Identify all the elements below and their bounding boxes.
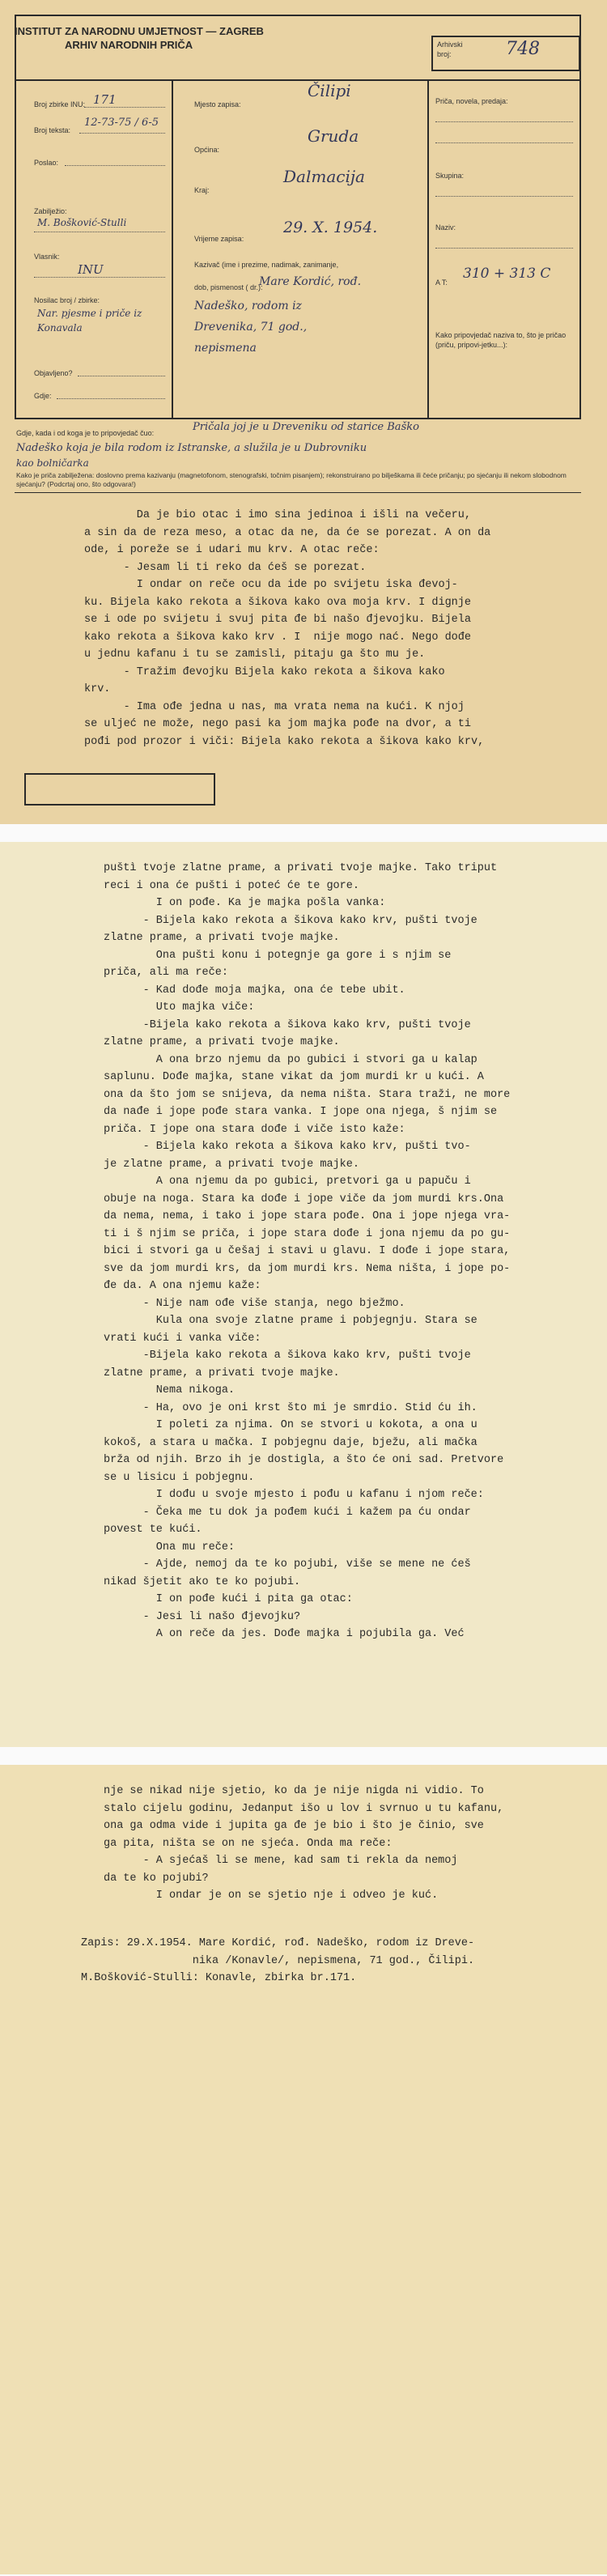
label-broj-teksta: Broj teksta: (34, 126, 71, 134)
text-line: se uljeć ne može, nego pasi ka jom majka pođe na dvor, a ti (84, 718, 471, 730)
institution-title: INSTITUT ZA NARODNU UMJETNOST — ZAGREB (15, 25, 264, 37)
text-line: - Tražim đevojku Bijela kako rekota a šikova kako (84, 665, 445, 678)
value-vlasnik: INU (78, 262, 104, 277)
record-note (81, 1935, 567, 1987)
text-line: u jednu kafanu i tu se zamisli, pitaju ga što mu je. (84, 648, 426, 661)
label-vrijeme: Vrijeme zapisa: (194, 235, 244, 243)
card-divider-right (427, 79, 429, 418)
archive-subtitle: ARHIV NARODNIH PRIČA (65, 39, 193, 51)
text-line: -Bijela kako rekota a šikova kako krv, pušti tvoje (104, 1018, 471, 1031)
text-line: - Nije nam ođe više stanja, nego bježmo. (104, 1297, 405, 1310)
text-line: Nema nikoga. (104, 1384, 236, 1396)
text-line: zlatne prame, a privati tvoje majke. (104, 1036, 340, 1048)
dotted-line (79, 133, 165, 134)
text-line: pođi pod prozor i viči: Bijela kako rekota a šikova kako krv, (84, 735, 485, 748)
text-line: - Ajde, nemoj da te ko pojubi, više se mene ne ćeš (104, 1558, 471, 1571)
text-line: se i ode po svijetu i svuj pita đe bi našo đjevojku. Bijela (84, 614, 471, 626)
card-divider-top (15, 79, 581, 81)
dotted-line (65, 165, 165, 166)
label-broj-zbirke: Broj zbirke INU: (34, 100, 86, 108)
text-line: kokoš, a stara u mačka. I pobjegnu daje, bježu, ali mačka (104, 1436, 478, 1449)
text-line: Ona mu reče: (104, 1541, 236, 1554)
footer-note: Kako je priča zabilježena: doslovno prema kazivanju (magnetofonom, stenografski, točnim pisanjem); rekonstruirano po bilješkama ili čeće pričanju; po sjećanju ili nekom slobodnom sjećanju? (Podcrtaj ono, što odgovara!) (16, 471, 567, 488)
dotted-line (435, 121, 573, 122)
text-line: M.Bošković-Stulli: Konavle, zbirka br.171. (81, 1972, 357, 1984)
text-line: sve da jom murdi krs, da jom murdi krs. Nema ništa, i jope po- (104, 1262, 511, 1275)
page-1 (0, 0, 607, 824)
text-line: - Bijela kako rekota a šikova kako krv, pušti tvo- (104, 1141, 471, 1153)
text-line: - Kad dođe moja majka, ona će tebe ubit. (104, 984, 405, 997)
text-line: kako rekota a šikova kako krv . I nije mogo nać. Nego dođe (84, 631, 471, 644)
label-kraj: Kraj: (194, 186, 210, 194)
label-dob: dob, pismenost ( dr.): (194, 283, 263, 291)
value-gdje-cuo-1: Pričala joj je u Dreveniku od starice Baško (193, 421, 419, 433)
dotted-line (435, 196, 573, 197)
value-kazivac-2: Nadeško, rodom iz (194, 300, 302, 312)
text-line: I ondar on reče ocu da ide po svijetu iska đevoj- (84, 579, 458, 591)
text-line: Kula ona svoje zlatne prame i pobjegnju. Stara se (104, 1315, 478, 1327)
label-objavljeno: Objavljeno? (34, 369, 73, 377)
text-line: vrati kući i vanka viče: (104, 1332, 261, 1345)
dotted-line (435, 248, 573, 249)
text-line: Ona pušti konu i potegnje ga gore i s njim se (104, 949, 452, 962)
label-naziv: Naziv: (435, 223, 456, 232)
value-broj-zbirke: 171 (93, 92, 117, 107)
text-line: - Ima ođe jedna u nas, ma vrata nema na kući. K njoj (84, 700, 465, 713)
label-napomena: Kako pripovjedač naziva to, što je pričao (priču, pripovi-jetku...): (435, 331, 567, 349)
text-line: a sin da de reza meso, a otac da ne, da će se porezat. A on da (84, 526, 491, 539)
value-zabiljezio: M. Bošković-Stulli (37, 217, 127, 228)
text-line: I on pođe kući i pita ga otac: (104, 1593, 353, 1605)
value-kraj: Dalmacija (283, 167, 365, 186)
text-line: ga pita, ništa se on ne sjeća. Onda ma reče: (104, 1837, 393, 1850)
text-line: je zlatne prame, a privati tvoje majke. (104, 1158, 359, 1171)
page-3 (0, 1765, 607, 2574)
archive-label: Arhivski (437, 40, 463, 49)
text-line: priča. I jope ona stara dođe i viče isto kaže: (104, 1123, 405, 1136)
text-line: brža od njih. Brzo ih je dostigla, a što će oni sad. Pretvore (104, 1454, 504, 1466)
label-skupina: Skupina: (435, 172, 465, 180)
value-kazivac-3: Drevenika, 71 god., (194, 321, 308, 334)
value-mjesto: Čilipi (308, 81, 351, 100)
text-line: da nema, nema, i tako i jope stara pođe. Ona i jope njega vra- (104, 1210, 511, 1222)
value-nosilac: Nar. pjesme i priče iz Konavala (37, 308, 142, 334)
text-line: -Bijela kako rekota a šikova kako krv, pušti tvoje (104, 1350, 471, 1362)
value-at: 310 + 313 C (463, 266, 551, 282)
text-line: A ona njemu da po gubici, pretvori ga u papuču i (104, 1175, 471, 1188)
text-line: I ondar je on se sjetio nje i odveo je kuć. (104, 1889, 439, 1902)
text-line: zlatne prame, a privati tvoje majke. (104, 932, 340, 944)
label-vlasnik: Vlasnik: (34, 253, 60, 261)
dotted-line (435, 142, 573, 143)
text-line: ona ga odma vide i jupita ga đe je bio i što je činio, sve (104, 1820, 484, 1832)
text-line: - Jesam li ti reko da ćeš se porezat. (84, 561, 367, 574)
text-line: ku. Bijela kako rekota a šikova kako ova moja krv. I dignje (84, 596, 471, 609)
text-line: ti i š njim se priča, i jope stara dođe i jona njemu da po gu- (104, 1227, 511, 1240)
page-2 (0, 842, 607, 1747)
dotted-line (84, 107, 165, 108)
text-line: Uto majka viče: (104, 1001, 255, 1014)
story-text-page-1 (84, 507, 586, 750)
text-line: A on reče da jes. Dođe majka i pojubila ga. Već (104, 1628, 465, 1640)
label-prica: Priča, novela, predaja: (435, 97, 508, 105)
card-header (15, 24, 264, 52)
text-line: zlatne prame, a privati tvoje majke. (104, 1367, 340, 1379)
text-line: puštì tvoje zlatne prame, a privati tvoje majke. Tako triput (104, 862, 498, 874)
dotted-line (57, 398, 165, 399)
footer-divider (15, 492, 581, 493)
label-at: A T: (435, 278, 448, 287)
label-gdje-cuo: Gdje, kada i od koga je to pripovjedač čuo: (16, 429, 155, 437)
text-line: se u lisicu i pobjegnu. (104, 1471, 255, 1484)
label-gdje: Gdje: (34, 392, 52, 400)
text-line: - Bijela kako rekota a šikova kako krv, pušti tvoje (104, 914, 478, 927)
text-line: Da je bio otac i imo sina jedinoa i išli na večeru, (84, 509, 471, 521)
text-line: nikad šjetit ako te ko pojubi. (104, 1575, 301, 1588)
text-line: reci i ona će pušti i poteć će te gore. (104, 879, 359, 892)
value-opcina: Gruda (308, 126, 359, 146)
text-line: I poleti za njima. On se stvori u kokota, a ona u (104, 1419, 478, 1431)
value-kazivac-4: nepismena (194, 342, 257, 355)
text-line: povest te kući. (104, 1524, 202, 1536)
text-line: - Čeka me tu dok ja pođem kući i kažem pa ću ondar (104, 1506, 471, 1519)
text-line: I dođu u svoje mjesto i pođu u kafanu i njom reče: (104, 1489, 484, 1501)
card-divider-left (172, 79, 173, 418)
text-line: - A sjećaš li se mene, kad sam ti rekla da nemoj (104, 1855, 458, 1867)
value-gdje-cuo-2: Nadeško koja je bila rodom iz Istranske, a služila je u Dubrovniku (16, 442, 367, 454)
label-kazivac: Kazivač (ime i prezime, nadimak, zanimanje, (194, 261, 339, 269)
text-line: A ona brzo njemu da po gubici i stvori ga u kalap (104, 1053, 478, 1066)
text-line: - Ha, ovo je oni krst što mi je smrdio. Stid ću ih. (104, 1401, 478, 1414)
text-line: - Jesi li našo đjevojku? (104, 1610, 301, 1623)
archive-number: 748 (506, 39, 540, 59)
text-line: krv. (84, 683, 111, 695)
text-line: đe da. A ona njemu kaže: (104, 1280, 261, 1292)
text-line: priča, ali ma reče: (104, 967, 228, 979)
text-line: da nađe i jope pođe stara vanka. I jope ona njega, š njim se (104, 1106, 498, 1118)
text-line: nje se nikad nije sjetio, ko da je nije nigda ni vidio. To (104, 1785, 484, 1797)
label-mjesto: Mjesto zapisa: (194, 100, 241, 108)
text-line: Zapis: 29.X.1954. Mare Kordić, rođ. Nadeško, rodom iz Dreve- (81, 1937, 475, 1949)
label-nosilac: Nosilac broj / zbirke: (34, 296, 100, 304)
text-line: nika /Konavle/, nepismena, 71 god., Čilipi. (81, 1954, 475, 1967)
text-line: ode, i poreže se i udari mu krv. A otac reče: (84, 544, 380, 556)
label-zabiljezio: Zabilježio: (34, 207, 67, 215)
value-vrijeme: 29. X. 1954. (283, 219, 378, 236)
label-opcina: Općina: (194, 146, 220, 154)
story-text-page-2 (104, 860, 589, 1643)
value-gdje-cuo-3: kao bolničarka (16, 457, 89, 469)
value-broj-teksta: 12-73-75 / 6-5 (84, 117, 159, 129)
story-text-page-3 (104, 1783, 589, 1905)
text-line: stalo cijelu godinu, Jedanput išo u lov i svrnuo u tu kafanu, (104, 1802, 504, 1815)
text-line: I on pođe. Ka je majka pošla vanka: (104, 897, 386, 909)
value-kazivac-1: Mare Kordić, rođ. (259, 275, 362, 288)
label-poslao: Poslao: (34, 159, 59, 167)
text-line: ona da što jom se snijeva, da nema ništa. Stara traži, ne more (104, 1088, 511, 1101)
text-line: saplunu. Dođe majka, stane vikat da jom murdi kr u kući. A (104, 1071, 484, 1083)
text-line: da te ko pojubi? (104, 1872, 209, 1885)
blank-box (24, 773, 215, 806)
dotted-line (34, 277, 165, 278)
text-line: obuje na noga. Stara ka dođe i jope viče da jom murdi krs.Ona (104, 1192, 504, 1205)
archive-label-2: broj: (437, 50, 452, 58)
text-line: bici i stvori ga u češaj i stavi u glavu. I dođe i jope stara, (104, 1245, 511, 1257)
